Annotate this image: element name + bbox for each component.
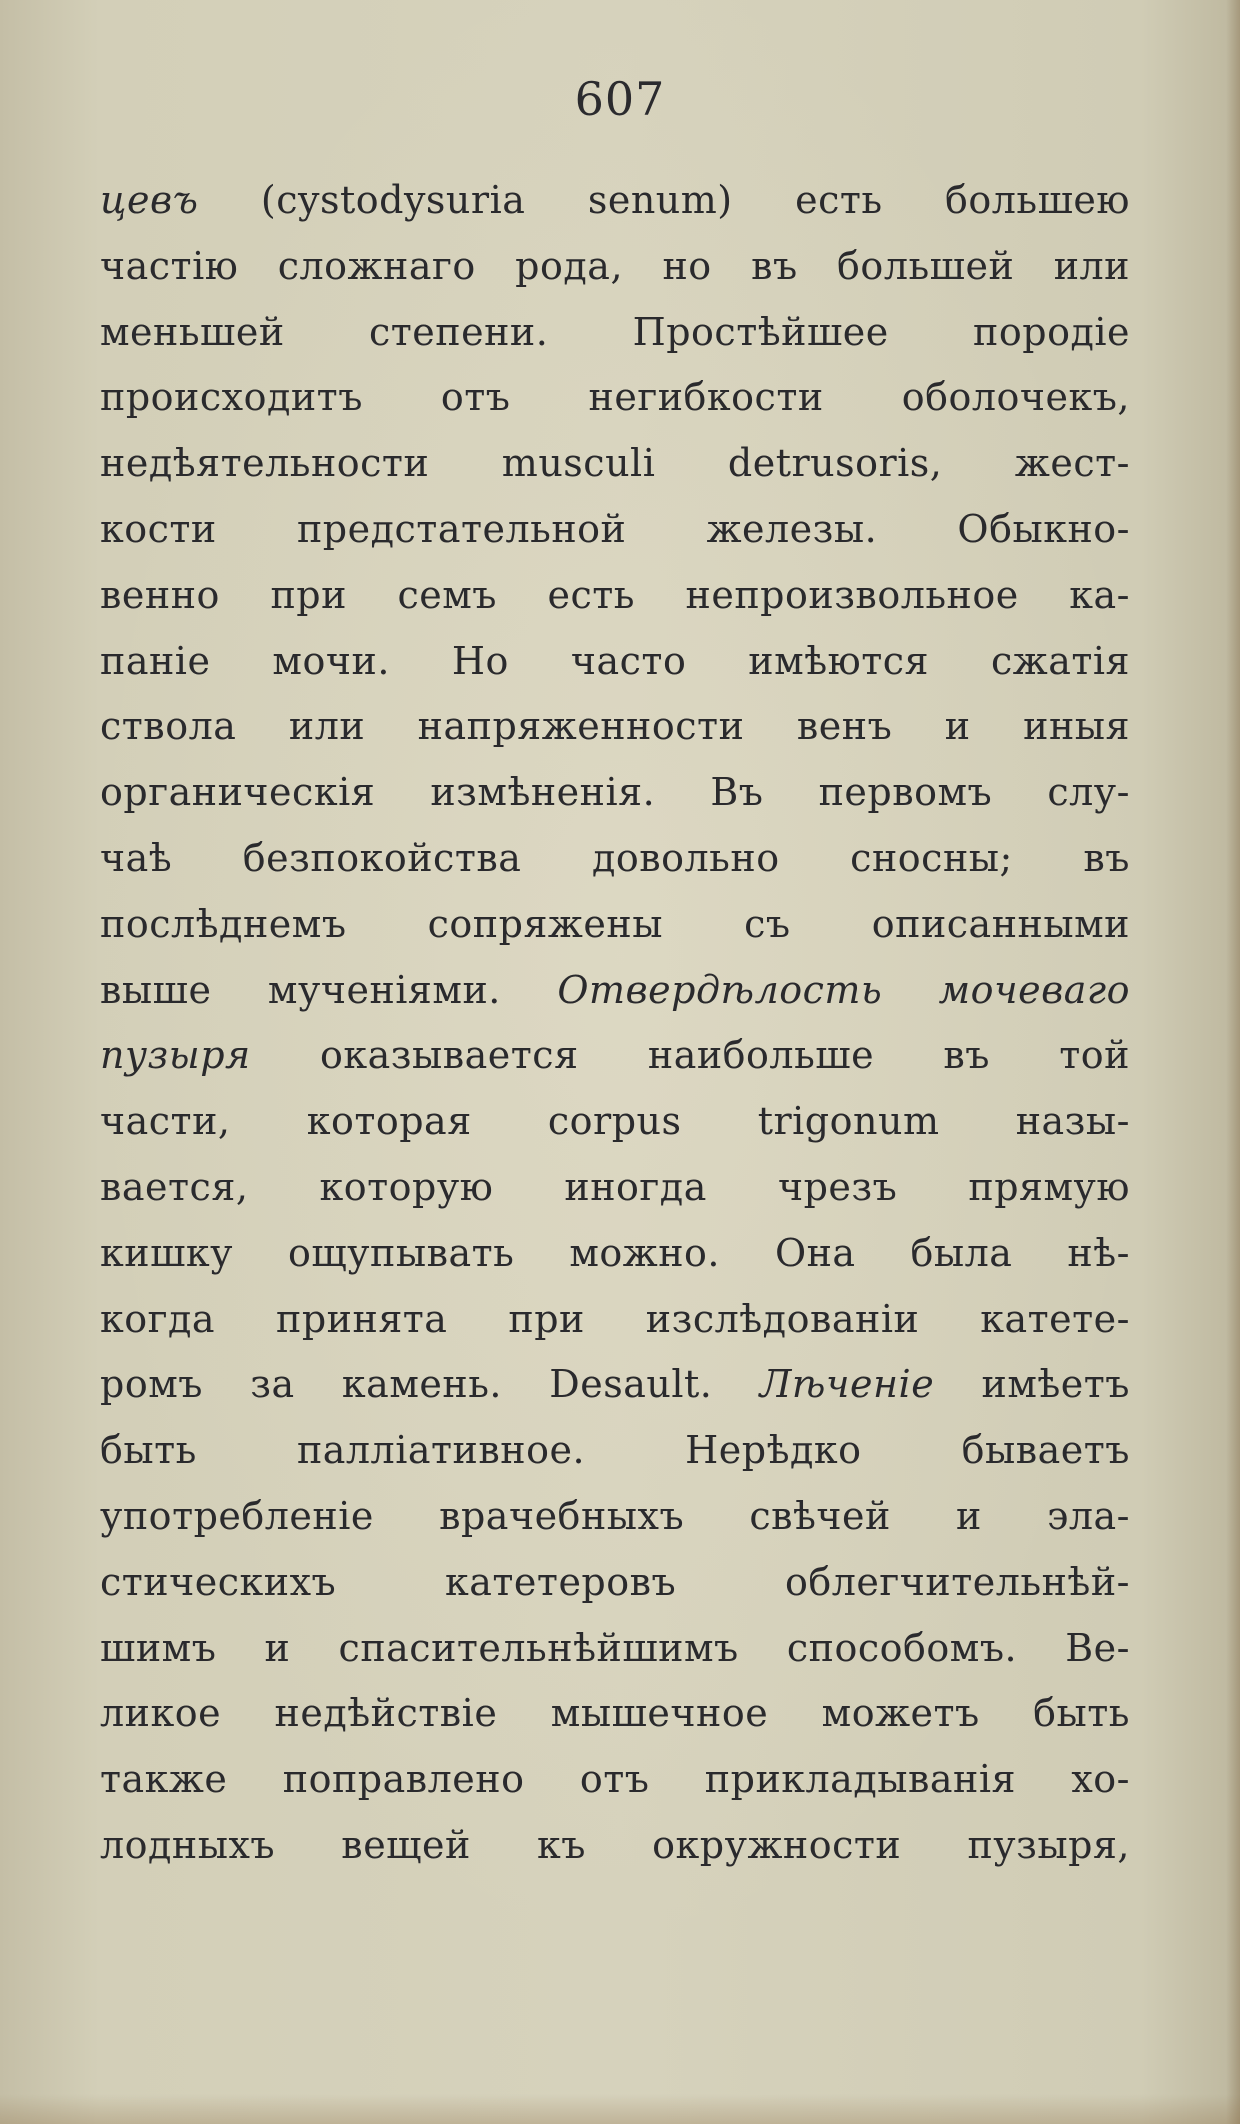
text-line bbox=[100, 431, 1130, 497]
text-run: вается, которую иногда чрезъ прямую bbox=[100, 1164, 1130, 1209]
text-line bbox=[100, 365, 1130, 431]
text-line bbox=[100, 760, 1130, 826]
text-run: происходитъ отъ негибкости оболочекъ, bbox=[100, 375, 1130, 420]
text-run: быть паллiативное. Нерѣдко бываетъ bbox=[100, 1428, 1130, 1473]
text-run: лодныхъ вещей къ окружности пузыря, bbox=[100, 1822, 1130, 1867]
italic-term: Лѣченіе bbox=[759, 1362, 935, 1407]
italic-term: цевъ bbox=[100, 178, 199, 222]
text-line bbox=[100, 629, 1130, 695]
text-line bbox=[100, 1089, 1130, 1155]
text-line bbox=[100, 1813, 1130, 1879]
text-line bbox=[100, 1155, 1130, 1221]
text-run: ствола или напряженности венъ и иныя bbox=[100, 704, 1130, 749]
text-run: выше мученіями. bbox=[100, 967, 558, 1012]
text-line bbox=[100, 892, 1130, 958]
text-run: чаѣ безпокойства довольно сносны; въ bbox=[100, 835, 1130, 880]
text-line bbox=[100, 234, 1130, 300]
text-run: частію сложнаго рода, но въ большей или bbox=[100, 243, 1130, 288]
text-run: (cystodysuria senum) есть большею bbox=[198, 178, 1130, 222]
text-run: оказывается наибольше въ той bbox=[250, 1033, 1130, 1078]
page-bottom-shadow bbox=[0, 2094, 1240, 2124]
text-line bbox=[100, 497, 1130, 563]
text-line bbox=[100, 1023, 1130, 1089]
text-run: ромъ за камень. Desault. bbox=[100, 1362, 760, 1407]
text-run: органическія измѣненія. Въ первомъ слу- bbox=[100, 770, 1130, 815]
page-number: 607 bbox=[574, 72, 666, 126]
text-line bbox=[100, 1616, 1130, 1682]
text-line bbox=[100, 1747, 1130, 1813]
text-run: имѣетъ bbox=[934, 1362, 1130, 1407]
text-run: недѣятельности musculi detrusoris, жест- bbox=[100, 441, 1130, 486]
text-run: когда принята при изслѣдованіи катете- bbox=[100, 1296, 1130, 1341]
text-line bbox=[100, 1418, 1130, 1484]
text-run: кишку ощупывать можно. Она была нѣ- bbox=[100, 1230, 1130, 1275]
text-line bbox=[100, 826, 1130, 892]
text-line bbox=[100, 300, 1130, 366]
text-run: ликое недѣйствіе мышечное можетъ быть bbox=[100, 1691, 1130, 1736]
italic-term: пузыря bbox=[100, 1033, 251, 1078]
text-run: части, которая corpus trigonum назы- bbox=[100, 1099, 1130, 1144]
text-run: послѣднемъ сопряжены съ описанными bbox=[100, 901, 1130, 946]
text-line bbox=[100, 1484, 1130, 1550]
text-line bbox=[100, 563, 1130, 629]
text-run: также поправлено отъ прикладыванія хо- bbox=[100, 1757, 1130, 1802]
text-line bbox=[100, 1221, 1130, 1287]
text-run: стическихъ катетеровъ облегчительнѣй- bbox=[100, 1559, 1130, 1604]
text-run: шимъ и спасительнѣйшимъ способомъ. Ве- bbox=[100, 1625, 1130, 1670]
text-run: меньшей степени. Простѣйшее породіе bbox=[100, 309, 1130, 354]
text-run: паніе мочи. Но часто имѣются сжатія bbox=[100, 638, 1130, 683]
text-run: венно при семъ есть непроизвольное ка- bbox=[100, 572, 1130, 617]
page-edge-shadow bbox=[1226, 0, 1240, 2124]
text-run: употребленіе врачебныхъ свѣчей и эла- bbox=[100, 1493, 1130, 1538]
text-line bbox=[100, 958, 1130, 1024]
text-line bbox=[100, 1287, 1130, 1353]
text-line bbox=[100, 1681, 1130, 1747]
body-text bbox=[100, 168, 1130, 1879]
italic-term: Отвердѣлость мочеваго bbox=[557, 967, 1130, 1012]
text-line bbox=[100, 168, 1130, 234]
text-line bbox=[100, 694, 1130, 760]
text-line bbox=[100, 1550, 1130, 1616]
text-run: кости предстательной железы. Обыкно- bbox=[100, 506, 1130, 551]
text-line bbox=[100, 1352, 1130, 1418]
